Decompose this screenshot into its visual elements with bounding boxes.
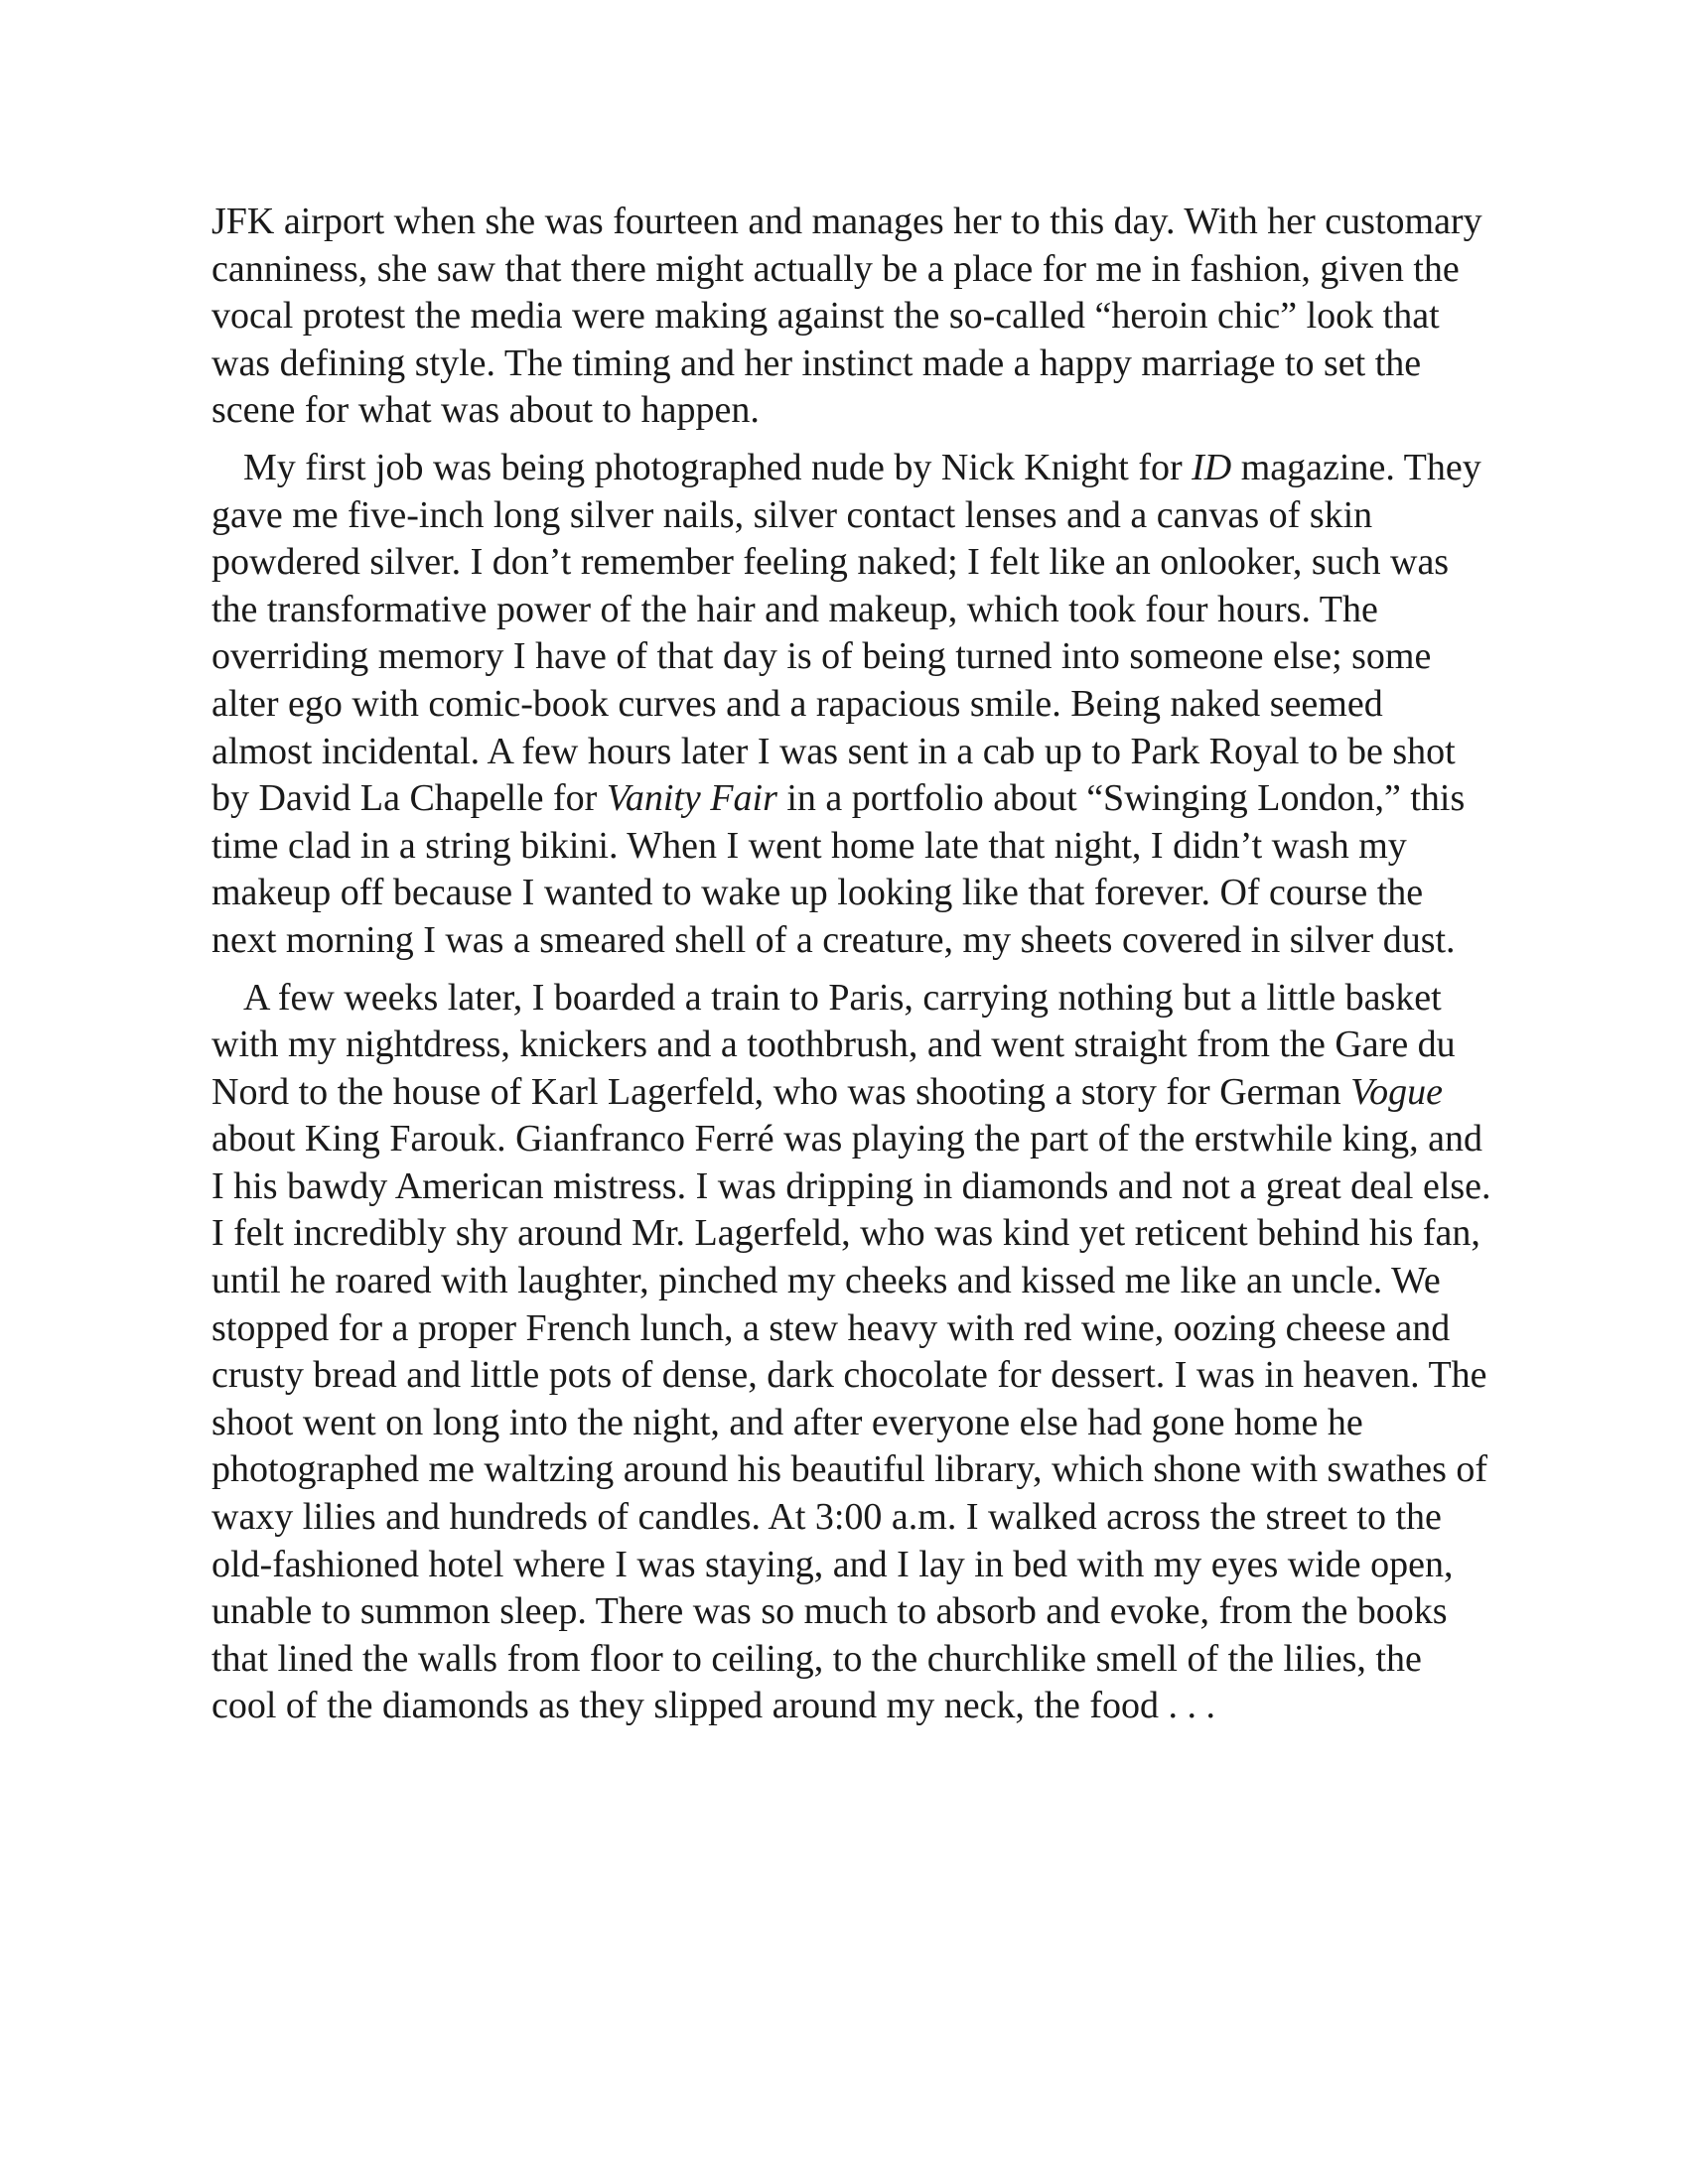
- paragraph-2-text: magazine. They gave me five-inch long silver nails, silver contact lenses and a canvas of skin powdered silver. I don’t remember feeling naked; I felt like an onlooker, such was the transformative power of the hair and makeup, which took four hours. The overriding memory I have of that day is of being turned into someone else; some alter ego with comic-book curves and a rapacious smile. Being naked seemed almost incidental. A few hours later I was sent in a cab up to Park Royal to be shot by David La Chapelle for: [211, 446, 1481, 820]
- paragraph-1: [211, 199, 1492, 435]
- paragraph-1-text: JFK airport when she was fourteen and manages her to this day. With her customary canniness, she saw that there might actually be a place for me in fashion, given the vocal protest the media were making against the so-called “heroin chic” look that was defining style. The timing and her instinct made a happy marriage to set the scene for what was about to happen.: [211, 201, 1482, 432]
- paragraph-3: [211, 975, 1492, 1731]
- paragraph-2: [211, 445, 1492, 965]
- paragraph-2-text: in a portfolio about “Swinging London,” this time clad in a string bikini. When I went home late that night, I didn’t wash my makeup off because I wanted to wake up looking like that forever. Of course the next morning I was a smeared shell of a creature, my sheets covered in silver dust.: [211, 777, 1466, 961]
- paragraph-3-text: about King Farouk. Gianfranco Ferré was playing the part of the erstwhile king, and I his bawdy American mistress. I was dripping in diamonds and not a great deal else. I felt incredibly shy around Mr. Lagerfeld, who was kind yet reticent behind his fan, until he roared with laughter, pinched my cheeks and kissed me like an uncle. We stopped for a proper French lunch, a stew heavy with red wine, oozing cheese and crusty bread and little pots of dense, dark chocolate for dessert. I was in heaven. The shoot went on long into the night, and after everyone else had gone home he photographed me waltzing around his beautiful library, which shone with swathes of waxy lilies and hundreds of candles. At 3:00 a.m. I walked across the street to the old-fashioned hotel where I was staying, and I lay in bed with my eyes wide open, unable to summon sleep. There was so much to absorb and evoke, from the books that lined the walls from floor to ceiling, to the churchlike smell of the lilies, the cool of the diamonds as they slipped around my neck, the food . . .: [211, 1118, 1491, 1727]
- paragraph-2-text: My first job was being photographed nude by Nick Knight for: [243, 446, 1193, 488]
- body-text: [211, 199, 1492, 1740]
- magazine-title-id: ID: [1192, 446, 1232, 488]
- magazine-title-vogue: Vogue: [1350, 1070, 1443, 1113]
- paragraph-3-text: A few weeks later, I boarded a train to Paris, carrying nothing but a little basket with my nightdress, knickers and a toothbrush, and went straight from the Gare du Nord to the house of Karl Lagerfeld, who was shooting a story for German: [211, 976, 1456, 1113]
- magazine-title-vanity-fair: Vanity Fair: [606, 777, 777, 820]
